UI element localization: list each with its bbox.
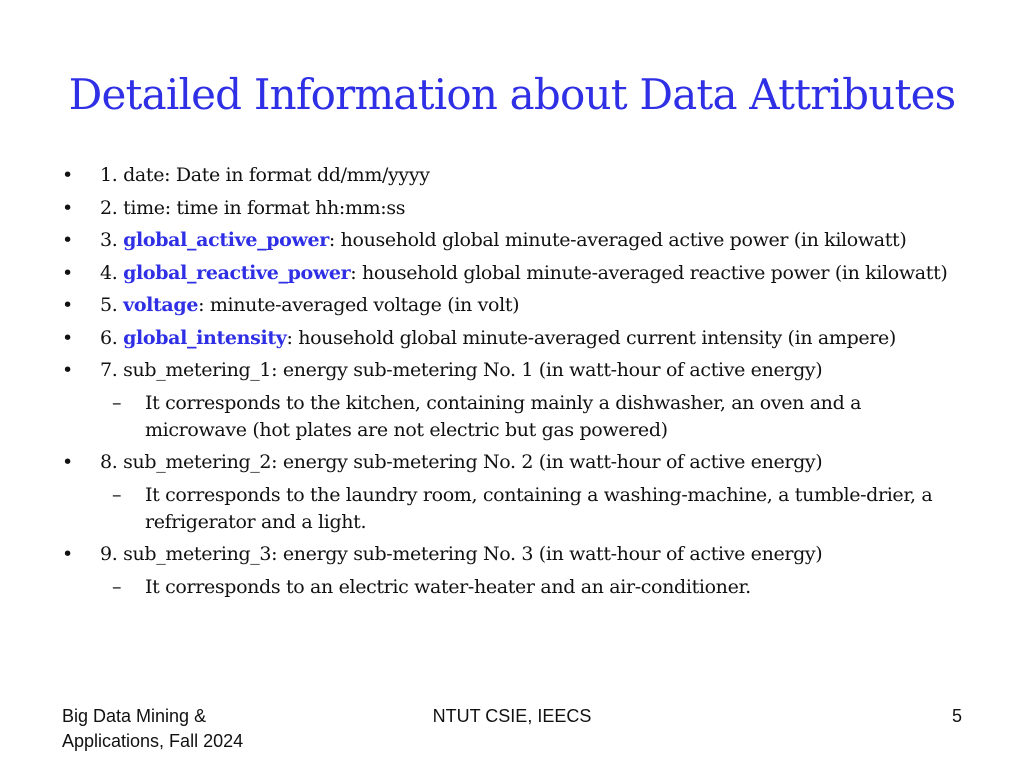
bullet-icon: • bbox=[62, 359, 73, 381]
dash-icon: – bbox=[112, 575, 122, 598]
list-item bbox=[62, 227, 962, 254]
bullet-icon: • bbox=[62, 543, 73, 565]
item-text: 9. sub_metering_3: energy sub-metering No. 3 (in watt-hour of active energy) bbox=[100, 543, 823, 565]
list-item bbox=[62, 195, 962, 222]
list-item bbox=[62, 541, 962, 568]
page-number: 5 bbox=[951, 706, 962, 726]
attribute-keyword: global_reactive_power bbox=[123, 261, 351, 284]
attribute-keyword: voltage bbox=[123, 294, 199, 316]
bullet-icon: • bbox=[62, 451, 73, 473]
dash-icon: – bbox=[112, 483, 122, 506]
attribute-keyword: global_active_power bbox=[123, 229, 329, 251]
item-prefix: 6. bbox=[100, 326, 124, 349]
bullet-list bbox=[62, 162, 962, 606]
sub-item-text: It corresponds to the kitchen, containing mainly a dishwasher, an oven and a microwave (hot plates are not electric but gas powered) bbox=[145, 391, 862, 441]
item-suffix: : household global minute-averaged current intensity (in ampere) bbox=[286, 326, 896, 349]
dash-icon: – bbox=[112, 391, 122, 414]
item-suffix: : minute-averaged voltage (in volt) bbox=[198, 294, 520, 316]
item-prefix: 5. bbox=[100, 294, 124, 316]
bullet-icon: • bbox=[62, 196, 73, 219]
bullet-icon: • bbox=[62, 229, 73, 251]
sub-item-text: It corresponds to the laundry room, containing a washing-machine, a tumble-drier, a refrigerator and a light. bbox=[145, 483, 933, 533]
list-item bbox=[62, 162, 962, 189]
bullet-icon: • bbox=[62, 261, 73, 284]
list-item bbox=[62, 325, 962, 352]
list-item bbox=[62, 449, 962, 476]
sub-list-item bbox=[62, 482, 962, 536]
item-prefix: 3. bbox=[100, 229, 124, 251]
list-item bbox=[62, 260, 962, 287]
list-item bbox=[62, 357, 962, 384]
footer-department: NTUT CSIE, IEECS bbox=[432, 706, 592, 726]
attribute-keyword: global_intensity bbox=[123, 326, 287, 349]
bullet-icon: • bbox=[62, 294, 73, 316]
bullet-icon: • bbox=[62, 326, 73, 349]
list-item bbox=[62, 292, 962, 319]
item-suffix: : household global minute-averaged active power (in kilowatt) bbox=[328, 229, 907, 251]
item-text: 2. time: time in format hh:mm:ss bbox=[100, 196, 406, 219]
item-text: 7. sub_metering_1: energy sub-metering No. 1 (in watt-hour of active energy) bbox=[100, 359, 823, 381]
sub-item-text: It corresponds to an electric water-heater and an air-conditioner. bbox=[145, 575, 751, 598]
item-text: 1. date: Date in format dd/mm/yyyy bbox=[100, 164, 430, 186]
item-suffix: : household global minute-averaged reactive power (in kilowatt) bbox=[350, 261, 948, 284]
slide-title: Detailed Information about Data Attributes bbox=[68, 70, 956, 119]
item-prefix: 4. bbox=[100, 261, 124, 284]
item-text: 8. sub_metering_2: energy sub-metering No. 2 (in watt-hour of active energy) bbox=[100, 451, 823, 473]
bullet-icon: • bbox=[62, 164, 73, 186]
sub-list-item bbox=[62, 390, 962, 444]
sub-list-item bbox=[62, 574, 962, 601]
footer-course: Big Data Mining & Applications, Fall 2024 bbox=[62, 706, 244, 751]
